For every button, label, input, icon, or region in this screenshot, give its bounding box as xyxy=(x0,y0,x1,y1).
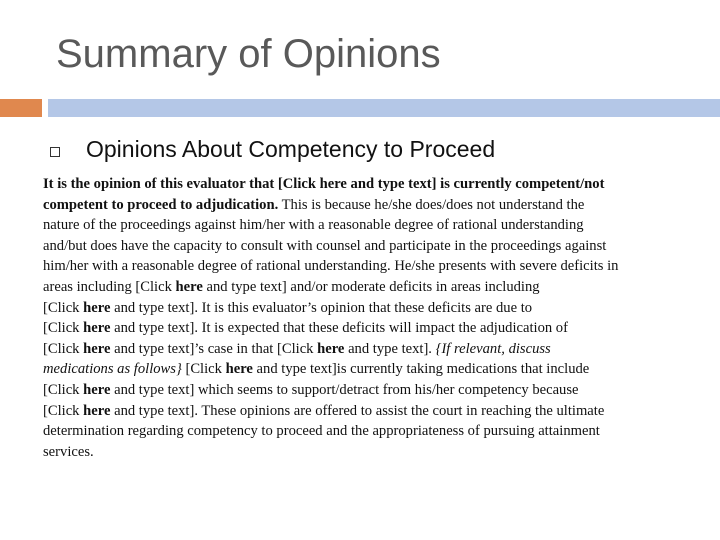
paragraph-line xyxy=(43,401,707,422)
placeholder-here: here xyxy=(83,340,111,357)
text-run: nature of the proceedings against him/her with a reasonable degree of rational understanding xyxy=(43,217,584,234)
placeholder-here: here xyxy=(83,402,111,419)
placeholder-here: here xyxy=(175,278,203,295)
text-run: [Click xyxy=(43,402,84,419)
text-run: and type text]’s case in that [Click xyxy=(110,340,318,357)
opinion-paragraph xyxy=(43,174,707,462)
text-run: [Click xyxy=(43,320,84,337)
text-run: determination regarding competency to proceed and the appropriateness of pursuing attainment xyxy=(43,423,600,440)
paragraph-line xyxy=(43,380,707,401)
paragraph-line xyxy=(43,256,707,277)
text-run: and type text]. It is expected that these deficits will impact the adjudication of xyxy=(110,320,568,337)
text-run: and type text]. xyxy=(344,340,436,357)
placeholder-here: here xyxy=(317,340,345,357)
placeholder-here: here xyxy=(83,320,111,337)
text-run: It is the opinion of this evaluator that [Click here and type text] is currently competent/not xyxy=(43,176,605,192)
paragraph-line xyxy=(43,298,707,319)
paragraph-line xyxy=(43,236,707,257)
placeholder-here: here xyxy=(83,299,111,316)
bullet-heading: Opinions About Competency to Proceed xyxy=(86,136,496,162)
paragraph-line xyxy=(43,195,707,216)
text-run: and type text]. These opinions are offered to assist the court in reaching the ultimate xyxy=(110,402,605,419)
paragraph-line xyxy=(43,215,707,236)
text-run: and/but does have the capacity to consult with counsel and participate in the proceedings against xyxy=(43,237,607,254)
text-run: competent to proceed to adjudication. xyxy=(43,196,279,213)
bullet-item xyxy=(50,136,495,163)
text-run: and type text]. It is this evaluator’s opinion that these deficits are due to xyxy=(110,299,533,316)
paragraph-line xyxy=(43,359,707,380)
text-run: him/her with a reasonable degree of rational understanding. He/she presents with severe deficits in xyxy=(43,258,619,275)
text-run: [Click xyxy=(181,361,226,378)
text-run: [Click xyxy=(43,340,84,357)
hollow-square-bullet-icon xyxy=(50,147,60,157)
text-run: and type text] and/or moderate deficits in areas including xyxy=(202,278,540,295)
text-run: [Click xyxy=(43,299,84,316)
paragraph-line xyxy=(43,421,707,442)
placeholder-here: here xyxy=(225,361,253,378)
title-rule-bar xyxy=(48,99,720,117)
paragraph-line xyxy=(43,277,707,298)
placeholder-here: here xyxy=(83,381,111,398)
text-run: areas including [Click xyxy=(43,278,176,295)
title-accent-bar xyxy=(0,99,42,117)
text-run: This is because he/she does/does not understand the xyxy=(278,196,585,213)
italic-instruction: medications as follows} xyxy=(43,361,182,378)
text-run: and type text] which seems to support/detract from his/her competency because xyxy=(110,381,579,398)
paragraph-line xyxy=(43,318,707,339)
paragraph-line xyxy=(43,339,707,360)
italic-instruction: {If relevant, discuss xyxy=(435,340,551,357)
text-run: services. xyxy=(43,443,94,460)
paragraph-line xyxy=(43,442,707,463)
slide-title: Summary of Opinions xyxy=(56,32,441,76)
paragraph-line xyxy=(43,174,707,195)
text-run: [Click xyxy=(43,381,84,398)
text-run: and type text]is currently taking medications that include xyxy=(252,361,590,378)
